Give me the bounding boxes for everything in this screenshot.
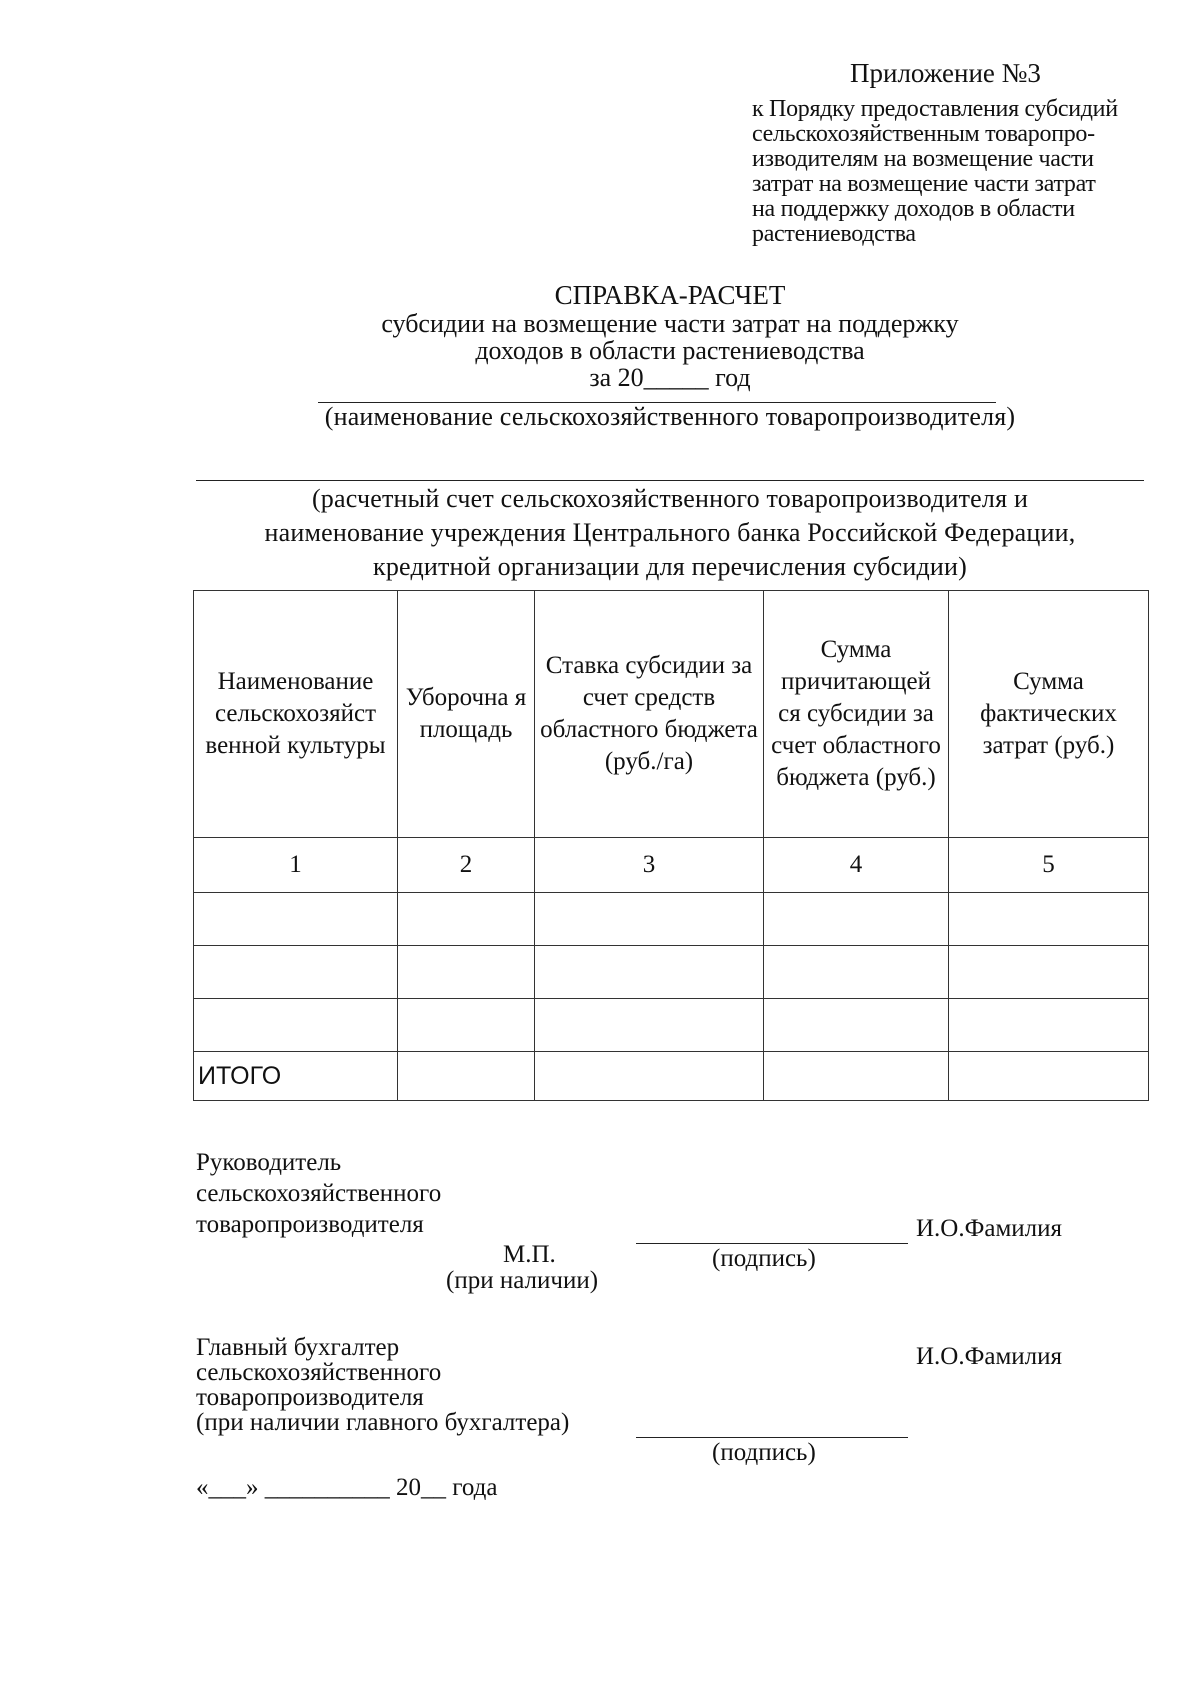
- annex-line: затрат на возмещение части затрат: [752, 171, 1096, 197]
- table-cell[interactable]: [194, 946, 398, 999]
- table-cell[interactable]: [398, 1052, 535, 1101]
- annex-line: на поддержку доходов в области: [752, 196, 1075, 222]
- table-cell[interactable]: [949, 1052, 1149, 1101]
- accountant-title-line: сельскохозяйственного: [196, 1359, 442, 1386]
- annex-line: растениеводства: [752, 221, 916, 247]
- header-actual-costs: Сумма фактических затрат (руб.): [949, 591, 1149, 838]
- head-title: [196, 1147, 441, 1240]
- account-line[interactable]: [196, 480, 1144, 481]
- total-label: ИТОГО: [194, 1052, 398, 1101]
- table-cell[interactable]: [764, 1052, 949, 1101]
- head-title-line: сельскохозяйственного: [196, 1180, 442, 1207]
- subtitle-line: субсидии на возмещение части затрат на поддержку: [381, 309, 959, 338]
- accountant-title: [196, 1335, 569, 1435]
- accountant-title-line: (при наличии главного бухгалтера): [196, 1409, 570, 1436]
- table-cell[interactable]: [949, 946, 1149, 999]
- date-line[interactable]: «___» __________ 20__ года: [196, 1474, 498, 1501]
- document-title: СПРАВКА-РАСЧЕТ: [554, 280, 786, 310]
- column-number: 4: [764, 838, 949, 893]
- table-cell[interactable]: [194, 893, 398, 946]
- table-cell[interactable]: [398, 946, 535, 999]
- table-cell[interactable]: [194, 999, 398, 1052]
- seal-label: М.П.: [503, 1241, 556, 1268]
- table-cell[interactable]: [535, 893, 764, 946]
- table-cell[interactable]: [764, 946, 949, 999]
- annex-title: Приложение №3: [850, 58, 1041, 88]
- column-number: 5: [949, 838, 1149, 893]
- head-signature-caption: (подпись): [712, 1245, 816, 1272]
- head-title-line: товаропроизводителя: [196, 1211, 424, 1238]
- header-subsidy-rate: Ставка субсидии за счет средств областного бюджета (руб./га): [535, 591, 764, 838]
- head-name: И.О.Фамилия: [916, 1215, 1063, 1242]
- table-cell[interactable]: [949, 893, 1149, 946]
- header-harvest-area: Уборочна я площадь: [398, 591, 535, 838]
- table-row: [194, 893, 1149, 946]
- annex-line: к Порядку предоставления субсидий: [752, 96, 1118, 122]
- table-row: [194, 999, 1149, 1052]
- annex-reference: [752, 97, 1152, 247]
- column-number-row: [194, 838, 1149, 893]
- accountant-title-line: Главный бухгалтер: [196, 1334, 400, 1361]
- subtitle-line: доходов в области растениеводства: [475, 336, 865, 365]
- total-row: [194, 1052, 1149, 1101]
- table-header-row: [194, 591, 1149, 838]
- table-cell[interactable]: [764, 999, 949, 1052]
- caption-line: (расчетный счет сельскохозяйственного товаропроизводителя и: [311, 484, 1029, 513]
- accountant-title-line: товаропроизводителя: [196, 1384, 424, 1411]
- annex-line: изводителям на возмещение части: [752, 146, 1094, 172]
- account-caption: [0, 482, 1200, 584]
- seal-note: (при наличии): [446, 1267, 599, 1294]
- table-cell[interactable]: [535, 946, 764, 999]
- accountant-name: И.О.Фамилия: [916, 1343, 1063, 1370]
- caption-line: кредитной организации для перечисления субсидии): [373, 552, 967, 581]
- document-subtitle: [0, 310, 1200, 391]
- table-cell[interactable]: [535, 999, 764, 1052]
- table-cell[interactable]: [949, 999, 1149, 1052]
- header-subsidy-amount: Сумма причитающей ся субсидии за счет областного бюджета (руб.): [764, 591, 949, 838]
- table-row: [194, 946, 1149, 999]
- annex-line: сельскохозяйственным товаропро-: [752, 121, 1095, 147]
- accountant-signature-caption: (подпись): [712, 1439, 816, 1466]
- table-cell[interactable]: [398, 893, 535, 946]
- column-number: 3: [535, 838, 764, 893]
- calculation-table: [193, 590, 1149, 1101]
- column-number: 2: [398, 838, 535, 893]
- producer-caption: (наименование сельскохозяйственного товаропроизводителя): [324, 402, 1016, 431]
- column-number: 1: [194, 838, 398, 893]
- head-title-line: Руководитель: [196, 1149, 342, 1176]
- table-cell[interactable]: [398, 999, 535, 1052]
- table-cell[interactable]: [535, 1052, 764, 1101]
- subtitle-line: за 20_____ год: [589, 363, 751, 392]
- caption-line: наименование учреждения Центрального банка Российской Федерации,: [264, 518, 1076, 547]
- table-cell[interactable]: [764, 893, 949, 946]
- header-crop-name: Наименование сельскохозяйст венной культуры: [194, 591, 398, 838]
